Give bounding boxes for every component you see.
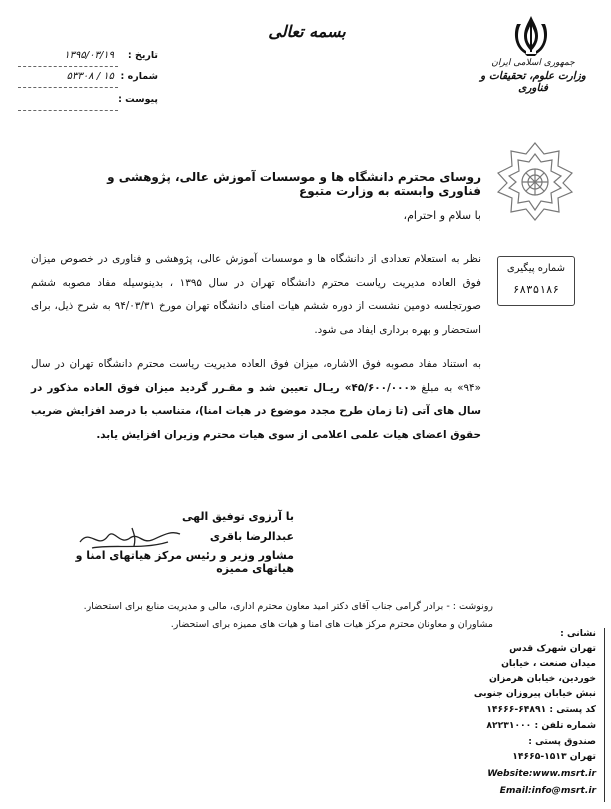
tracking-label: شماره پیگیری bbox=[506, 263, 566, 274]
paragraph-2-normal: به استناد مفاد مصوبه فوق الاشاره، میزان فوق العاده مدیریت ریاست محترم دانشگاه تهران در سال «۹۴» به مبلغ bbox=[31, 358, 481, 394]
copy-recipient-1: رونوشت : - برادر گرامی جناب آقای دکتر امید معاون محترم اداری، مالی و مدیریت منابع برای استحضار. bbox=[83, 601, 493, 612]
iran-emblem-icon bbox=[511, 14, 551, 56]
email-link[interactable]: Email:info@msrt.ir bbox=[499, 785, 596, 796]
po-box: تهران ۱۵۱۳-۱۴۶۶۵ bbox=[512, 751, 596, 762]
address-line-4: نبش خیابان پیروزان جنوبی bbox=[473, 688, 596, 699]
tracking-number: ۶۸۳۵۱۸۶ bbox=[512, 283, 560, 296]
paragraph-2 bbox=[31, 353, 481, 447]
copy-recipient-2: مشاوران و معاونان محترم مرکز هیات های امنا و هیات های ممیزه برای استحضار. bbox=[170, 619, 493, 630]
attachment-label: پیوست : bbox=[118, 94, 158, 105]
address-line-1: تهران شهرک قدس bbox=[509, 643, 596, 654]
tracking-number-box bbox=[497, 256, 575, 306]
number-label: شماره : bbox=[120, 71, 158, 82]
postal-code: کد پستی : ۶۴۸۹۱-۱۴۶۶۶ bbox=[486, 704, 596, 715]
closing-line: با آرزوی توفیق الهی bbox=[181, 510, 294, 523]
address-label: نشانی : bbox=[560, 628, 596, 639]
handwritten-signature bbox=[72, 520, 202, 556]
signatory-name: عبدالرضا باقری bbox=[209, 530, 294, 543]
address-block bbox=[444, 628, 605, 802]
ornament-rosette-icon bbox=[494, 140, 576, 222]
signatory-title: مشاور وزیر و رئیس مرکز هیاتهای امنا و هیاتهای ممیزه bbox=[75, 549, 294, 575]
gov-line-2: وزارت علوم، تحقیقات و فناوری bbox=[480, 70, 586, 94]
address-line-2: میدان صنعت ، خیابان bbox=[501, 658, 596, 669]
paragraph-2-bold: «۴۵/۶۰۰/۰۰۰» ریـال تعیین شد و مقـرر گردید میزان فوق العاده مذکور در سال های آتی (تا زمان طرح مجدد موضوع در هیات امنا)، متناسب با درصد افزایش ضریب حقوق اعضای هیات علمی اعلامی از سوی هیات محترم وزیران افزایش یابد. bbox=[31, 381, 481, 441]
paragraph-1: نظر به استعلام تعدادی از دانشگاه ها و موسسات آموزش عالی، پژوهشی و فناوری در خصوص میزان فوق العاده مدیریت ریاست محترم دانشگاه تهران در سال ۱۳۹۵ ، بدینوسیله مفاد مصوبه ششم صورتجلسه دومین نشست از دوره ششم هیات امنای دانشگاه تهران مورخ ۹۴/۰۳/۳۱ به شرح ذیل، برای استحضار و بهره برداری ایفاد می شود. bbox=[31, 253, 482, 336]
date-value: ۱۳۹۵/۰۳/۱۹ bbox=[64, 50, 114, 61]
greeting: با سلام و احترام، bbox=[403, 209, 481, 222]
besmellah-heading: بسمه تعالی bbox=[268, 22, 346, 41]
gov-line-1: جمهوری اسلامی ایران bbox=[491, 58, 575, 68]
ministry-name bbox=[478, 58, 588, 94]
date-label: تاریخ : bbox=[127, 50, 158, 61]
recipient-line: روسای محترم دانشگاه ها و موسسات آموزش عالی، پژوهشی و فناوری وابسته به وزارت متبوع bbox=[107, 170, 481, 198]
website-link[interactable]: Website:www.msrt.ir bbox=[487, 768, 596, 779]
number-row bbox=[18, 71, 158, 89]
address-line-3: خوردین، خیابان هرمزان bbox=[488, 673, 596, 684]
po-box-label: صندوق پستی : bbox=[528, 736, 596, 747]
date-row bbox=[18, 50, 158, 68]
attachment-row bbox=[18, 94, 158, 112]
number-value: ۱۵ / ۵۳۳۰۸ bbox=[66, 71, 114, 82]
phone-number: شماره تلفن : ۸۲۲۳۱۰۰۰ bbox=[486, 720, 596, 731]
